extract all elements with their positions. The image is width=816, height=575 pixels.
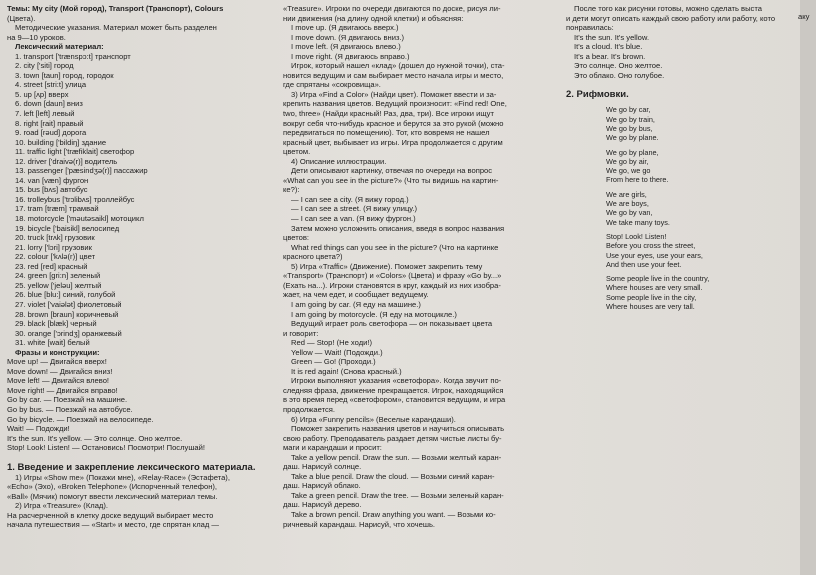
text-line: 30. orange ['ɔrindʒ] оранжевый	[15, 328, 122, 338]
poem-line: We go by plane.	[606, 133, 659, 143]
poem-line: Before you cross the street,	[606, 241, 696, 251]
text-line: 17. tram [træm] трамвай	[15, 204, 99, 214]
text-line: Темы: My city (Мой город), Transport (Транспорт), Colours	[7, 4, 224, 13]
text-line: Wait! — Подожди!	[7, 424, 70, 434]
section-heading: 2. Рифмовки.	[566, 89, 629, 101]
text-line: 3. town [taun] город, городок	[15, 70, 114, 80]
text-line: It's a cloud. It's blue.	[574, 42, 643, 52]
poem-line: We go by bus,	[606, 123, 653, 133]
column-2	[283, 4, 558, 529]
text-line: в это время перед «светофором», становится ведущим, и игра	[283, 395, 506, 405]
text-line: и дети могут описать каждый свою работу или работу, кото	[566, 13, 776, 23]
poem-line: Stop! Look! Listen!	[606, 231, 667, 241]
text-line: 22. colour ['kʌlə(r)] цвет	[15, 252, 96, 262]
text-line: 24. green [gri:n] зеленый	[15, 271, 101, 281]
text-line: «Transport» (Транспорт) и «Colors» (Цвета) и фразу «Go by...»	[283, 271, 502, 281]
text-line: — I can see a van. (Я вижу фургон.)	[291, 214, 416, 224]
text-line: 21. lorry ['lɔri] грузовик	[15, 242, 92, 252]
text-line: I move down. (Я двигаюсь вниз.)	[291, 32, 405, 42]
text-line: ричневый карандаш. Нарисуй, что хочешь.	[283, 519, 436, 529]
text-line: «Echo» (Эхо), «Broken Telephone» (Испорченный телефон),	[7, 482, 218, 492]
poem-line: We go, we go	[606, 166, 651, 176]
text-line: Затем можно усложнить описания, введя в вопрос названия	[291, 223, 505, 233]
text-line: красного цвета?)	[283, 252, 343, 262]
text-line: ке?):	[283, 185, 300, 195]
text-line: 2) Игра «Treasure» (Клад).	[15, 501, 108, 511]
poem-line: We go by van,	[606, 208, 653, 218]
text-line: It's the sun. It's yellow. — Это солнце. Оно желтое.	[7, 433, 183, 443]
text-line: I am going by car. (Я еду на машине.)	[291, 299, 421, 309]
next-page-edge	[800, 0, 816, 575]
text-line: 12. driver ['draivə(r)] водитель	[15, 156, 118, 166]
text-line: Лексический материал:	[15, 42, 104, 52]
text-line: 10. building ['bildiŋ] здание	[15, 137, 107, 147]
text-line: Take a yellow pencil. Draw the sun. — Возьми желтый каран-	[291, 452, 502, 462]
text-line: 3) Игра «Find a Color» (Найди цвет). Поможет ввести и за-	[291, 89, 497, 99]
text-line: It's the sun. It's yellow.	[574, 32, 650, 42]
text-line: 16. trolleybus ['trɔlibʌs] троллейбус	[15, 194, 135, 204]
text-line: Green — Go! (Проходи.)	[291, 357, 376, 367]
text-line: 25. yellow ['jeləu] желтый	[15, 280, 102, 290]
text-line: нии движения (на длину одной клетки) и объясняя:	[283, 13, 464, 23]
text-line: «Treasure». Игроки по очереди двигаются по доске, рисуя ли-	[283, 4, 501, 13]
text-line: 26. blue [blu:] синий, голубой	[15, 290, 116, 300]
poem-line: We go by plane,	[606, 147, 659, 157]
text-line: 6) Игра «Funny pencils» (Веселые карандаши).	[291, 414, 456, 424]
text-line: даш. Нарисуй облако.	[283, 481, 361, 491]
text-line: 5) Игра «Traffic» (Движение). Поможет закрепить тему	[291, 261, 483, 271]
text-line: 9. road [rəud] дорога	[15, 128, 87, 138]
poem-line: Where houses are very small.	[606, 283, 703, 293]
text-line: I move right. (Я двигаюсь вправо.)	[291, 51, 410, 61]
text-line: продолжается.	[283, 404, 335, 414]
text-line: красный цвет, выбывает из игры. Игра продолжается с другим	[283, 137, 503, 147]
text-line: 6. down [daun] вниз	[15, 99, 83, 109]
text-line: It's a bear. It's brown.	[574, 51, 646, 61]
text-line: 23. red [red] красный	[15, 261, 88, 271]
text-line: — I can see a street. (Я вижу улицу.)	[291, 204, 417, 214]
text-line: Go by bus. — Поезжай на автобусе.	[7, 404, 133, 414]
poem-line: We go by car,	[606, 105, 651, 115]
text-line: даш. Нарисуй солнце.	[283, 462, 362, 472]
text-line: маги и карандаши и просит:	[283, 443, 382, 453]
text-line: Take a green pencil. Draw the tree. — Возьми зеленый каран-	[291, 490, 504, 500]
text-line: Игрок, который нашел «клад» (дошел до нужной точки), ста-	[291, 61, 505, 71]
text-line: После того как рисунки готовы, можно сделать выста	[574, 4, 762, 13]
text-line: — I can see a city. (Я вижу город.)	[291, 194, 409, 204]
text-line: Игроки выполняют указания «светофора». Когда звучит по-	[291, 376, 502, 386]
text-line: Ведущий играет роль светофора — он показывает цвета	[291, 319, 493, 329]
text-line: Yellow — Wait! (Подожди.)	[291, 347, 383, 357]
edge-fragment: аку	[798, 12, 810, 21]
poem-line: And then use your feet.	[606, 259, 682, 269]
text-line: цветов:	[283, 233, 310, 243]
text-line: Go by car. — Поезжай на машине.	[7, 395, 128, 405]
text-line: жает, на чем едет, и сообщает ведущему.	[283, 290, 429, 300]
text-line: 19. bicycle ['baisikl] велосипед	[15, 223, 120, 233]
text-line: I move left. (Я двигаюсь влево.)	[291, 42, 401, 52]
poem-line: Where houses are very tall.	[606, 302, 695, 312]
text-line: Это солнце. Оно желтое.	[574, 61, 663, 71]
text-line: 18. motorcycle ['məutəsaikl] мотоцикл	[15, 214, 144, 224]
column-3	[566, 4, 796, 311]
poem-line: From here to there.	[606, 175, 669, 185]
text-line: новится ведущим и сам выбирает место начала игры и место,	[283, 70, 504, 80]
text-line: крепить названия цветов. Ведущий произносит: «Find red! One,	[283, 99, 507, 109]
text-line: 8. right [rait] правый	[15, 118, 84, 128]
text-line: На расчерченной в клетку доске ведущий выбирает место	[7, 510, 214, 520]
text-line: What red things can you see in the picture? (Что на картинке	[291, 242, 499, 252]
text-line: 5. up [ʌp] вверх	[15, 89, 69, 99]
text-line: I am going by motorcycle. (Я еду на мотоцикле.)	[291, 309, 457, 319]
text-line: Поможет закрепить названия цветов и научиться описывать	[291, 424, 505, 434]
text-line: 29. black [blæk] черный	[15, 319, 97, 329]
text-line: «What can you see in the picture?» (Что ты видишь на картин-	[283, 175, 499, 185]
text-line: Move left! — Двигайся влево!	[7, 376, 110, 386]
text-line: «Ball» (Мячик) помогут ввести лексический материал темы.	[7, 491, 218, 501]
text-line: 15. bus [bʌs] автобус	[15, 185, 88, 195]
poem-line: We go by air,	[606, 156, 649, 166]
text-line: цветом.	[283, 147, 311, 157]
text-line: 1. transport ['trænspɔ:t] транспорт	[15, 51, 131, 61]
text-line: свою работу. Преподаватель раздает детям чистые листы бу-	[283, 433, 502, 443]
text-line: 4) Описание иллюстрации.	[291, 156, 387, 166]
text-line: 2. city ['siti] город	[15, 61, 74, 71]
text-line: I move up. (Я двигаюсь вверх.)	[291, 23, 399, 33]
text-line: 13. passenger ['pæsindʒə(r)] пассажир	[15, 166, 148, 176]
text-line: где спрятаны «сокровища».	[283, 80, 381, 90]
section-heading: 1. Введение и закрепление лексического материала.	[7, 461, 256, 473]
text-line: на 9—10 уроков.	[7, 32, 66, 42]
poem-line: We take many toys.	[606, 217, 670, 227]
text-line: и говорит:	[283, 328, 319, 338]
text-line: 31. white [wait] белый	[15, 338, 90, 348]
text-line: (Цвета).	[7, 13, 36, 23]
text-line: 1) Игры «Show me» (Покажи мне), «Relay-Race» (Эстафета),	[15, 472, 230, 482]
text-line: Go by bicycle. — Поезжай на велосипеде.	[7, 414, 154, 424]
text-line: Это облако. Оно голубое.	[574, 70, 665, 80]
text-line: 4. street [stri:t] улица	[15, 80, 87, 90]
text-line: 27. violet ['vaiələt] фиолетовый	[15, 299, 122, 309]
text-line: Move down! — Двигайся вниз!	[7, 366, 113, 376]
text-line: 20. truck [trʌk] грузовик	[15, 233, 95, 243]
text-line: передвигаться по помещению). Тот, кто вовремя не нашел	[283, 128, 490, 138]
text-line: Red — Stop! (Не ходи!)	[291, 338, 373, 348]
text-line: даш. Нарисуй дерево.	[283, 500, 362, 510]
text-line: начала путешествия — «Start» и место, где спрятан клад —	[7, 520, 219, 530]
poem-line: Some people live in the country,	[606, 274, 710, 284]
text-line: 7. left [left] левый	[15, 109, 75, 119]
text-line: 11. traffic light ['træfiklait] светофор	[15, 147, 135, 157]
poem-line: Some people live in the city,	[606, 292, 697, 302]
text-line: Дети описывают картинку, отвечая по очереди на вопрос	[291, 166, 493, 176]
poem-line: Use your eyes, use your ears,	[606, 250, 703, 260]
text-line: понравилась:	[566, 23, 614, 33]
text-line: Stop! Look! Listen! — Остановись! Посмотри! Послушай!	[7, 443, 205, 453]
poem-line: We go by train,	[606, 114, 655, 124]
text-line: Take a brown pencil. Draw anything you want. — Возьми ко-	[291, 509, 496, 519]
text-line: следняя фраза, движение прекращается. Игрок, находящийся	[283, 385, 504, 395]
text-line: 14. van [væn] фургон	[15, 175, 89, 185]
text-line: It is red again! (Снова красный.)	[291, 366, 402, 376]
text-line: вокруг себя что-нибудь красное и берутся за это рукой (можно	[283, 118, 504, 128]
text-line: 28. brown [braun] коричневый	[15, 309, 119, 319]
text-line: (Ехать на...). Игроки становятся в круг, каждый из них изобра-	[283, 280, 501, 290]
text-line: two, three» (Найди красный! Раз, два, три). Все игроки ищут	[283, 109, 494, 119]
text-line: Методические указания. Материал может быть разделен	[15, 23, 217, 33]
text-line: Move right! — Двигайся вправо!	[7, 385, 118, 395]
text-line: Take a blue pencil. Draw the cloud. — Возьми синий каран-	[291, 471, 495, 481]
poem-line: We are girls,	[606, 189, 647, 199]
poem-line: We are boys,	[606, 199, 649, 209]
text-line: Move up! — Двигайся вверх!	[7, 357, 107, 367]
column-1	[7, 4, 273, 530]
text-line: Фразы и конструкции:	[15, 347, 100, 357]
